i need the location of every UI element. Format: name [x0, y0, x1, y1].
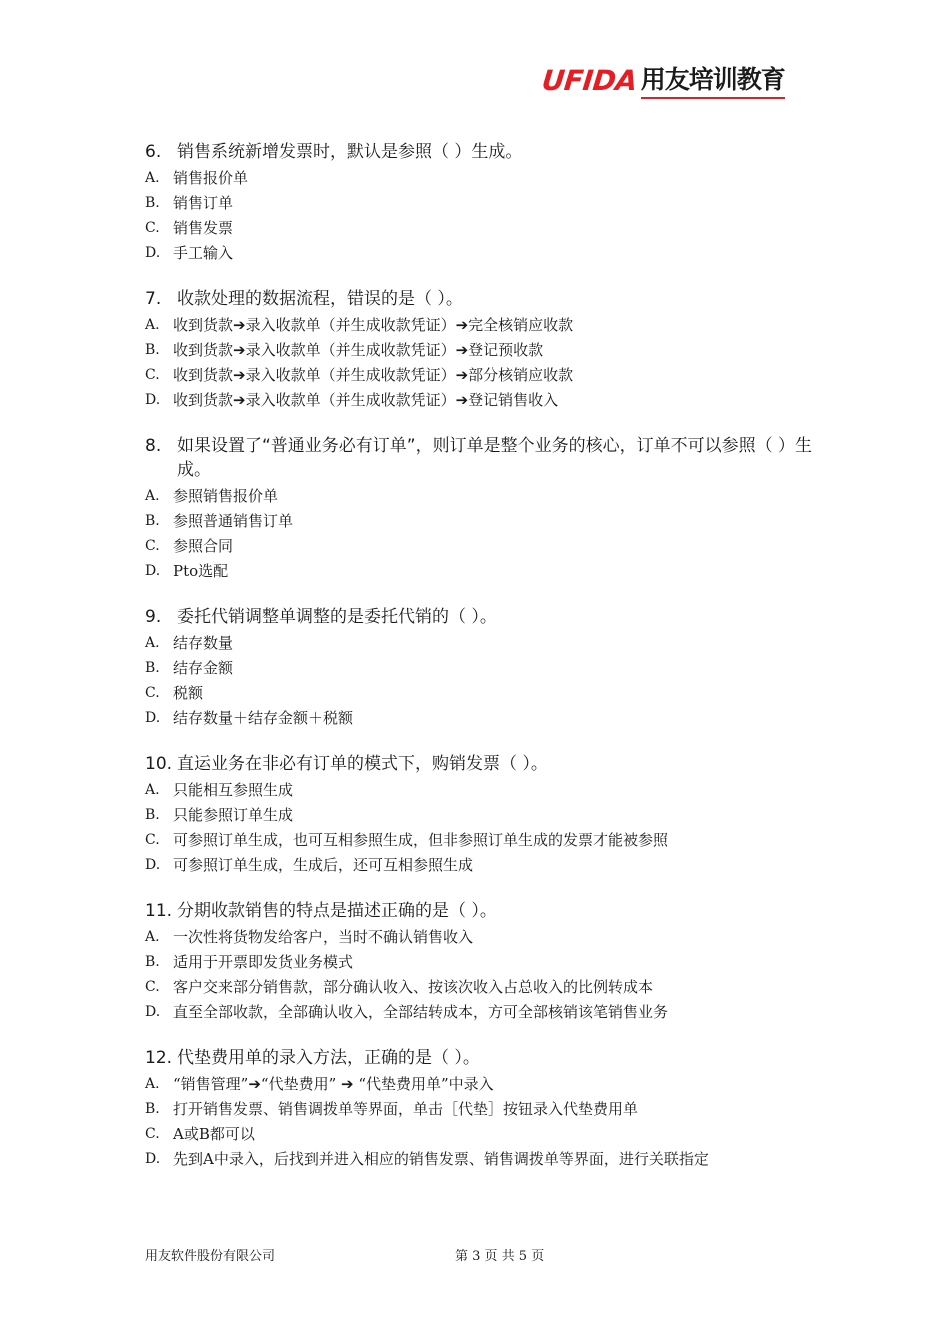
option-letter: C. [145, 832, 160, 848]
question-number: 11. [145, 901, 173, 921]
option-text: 只能参照订单生成 [173, 806, 294, 824]
option-text: 直至全部收款，全部确认收入，全部结转成本，方可全部核销该笔销售业务 [173, 1003, 669, 1021]
option-text: A或B都可以 [173, 1125, 255, 1143]
option-item [145, 803, 815, 828]
question-10 [145, 752, 815, 878]
option-letter: B. [145, 954, 160, 970]
option-item [145, 241, 815, 266]
question-number: 6. [145, 142, 162, 162]
question-title [145, 605, 815, 629]
footer-company: 用友软件股份有限公司 [145, 1249, 276, 1264]
option-letter: D. [145, 710, 161, 726]
question-text: 收款处理的数据流程，错误的是（ ）。 [177, 289, 463, 309]
option-text: 参照普通销售订单 [173, 512, 294, 530]
option-letter: D. [145, 857, 161, 873]
option-text: 结存金额 [173, 659, 234, 677]
question-number: 10. [145, 754, 173, 774]
option-text: 只能相互参照生成 [173, 781, 294, 799]
question-number: 12. [145, 1048, 173, 1068]
option-item [145, 1097, 815, 1122]
question-7 [145, 287, 815, 413]
question-title [145, 899, 815, 923]
option-item [145, 925, 815, 950]
option-item [145, 388, 815, 413]
question-text: 销售系统新增发票时，默认是参照（ ）生成。 [177, 142, 523, 162]
option-item [145, 950, 815, 975]
question-8 [145, 434, 815, 584]
option-text: 先到A中录入，后找到并进入相应的销售发票、销售调拨单等界面，进行关联指定 [173, 1150, 709, 1168]
option-item [145, 559, 815, 584]
question-text: 委托代销调整单调整的是委托代销的（ ）。 [177, 607, 497, 627]
option-letter: A. [145, 929, 160, 945]
option-text: 可参照订单生成，生成后，还可互相参照生成 [173, 856, 474, 874]
option-item [145, 828, 815, 853]
question-6 [145, 140, 815, 266]
option-text: 收到货款➔录入收款单（并生成收款凭证）➔完全核销应收款 [173, 316, 574, 334]
option-text: 适用于开票即发货业务模式 [173, 953, 354, 971]
option-item [145, 681, 815, 706]
option-letter: C. [145, 979, 160, 995]
option-item [145, 631, 815, 656]
logo-chinese: 用友培训教育 [641, 63, 785, 99]
option-text: 收到货款➔录入收款单（并生成收款凭证）➔登记预收款 [173, 341, 544, 359]
question-number: 7. [145, 289, 162, 309]
option-item [145, 853, 815, 878]
option-item [145, 191, 815, 216]
option-item [145, 338, 815, 363]
option-item [145, 1147, 815, 1172]
option-letter: B. [145, 660, 160, 676]
option-letter: C. [145, 367, 160, 383]
option-letter: C. [145, 538, 160, 554]
option-text: 结存数量＋结存金额＋税额 [173, 709, 354, 727]
option-text: 税额 [173, 684, 204, 702]
option-letter: D. [145, 1004, 161, 1020]
option-text: “销售管理”➔“代垫费用” ➔ “代垫费用单”中录入 [173, 1075, 494, 1093]
question-text: 分期收款销售的特点是描述正确的是（ ）。 [177, 901, 497, 921]
option-letter: D. [145, 245, 161, 261]
option-text: 销售订单 [173, 194, 234, 212]
option-item [145, 216, 815, 241]
option-letter: A. [145, 488, 160, 504]
option-text: 收到货款➔录入收款单（并生成收款凭证）➔登记销售收入 [173, 391, 559, 409]
option-text: 参照销售报价单 [173, 487, 279, 505]
option-item [145, 363, 815, 388]
option-item [145, 534, 815, 559]
option-item [145, 1072, 815, 1097]
question-text: 直运业务在非必有订单的模式下，购销发票（ ）。 [177, 754, 548, 774]
question-11 [145, 899, 815, 1025]
option-letter: A. [145, 170, 160, 186]
option-text: 手工输入 [173, 244, 234, 262]
option-letter: B. [145, 342, 160, 358]
option-letter: B. [145, 513, 160, 529]
option-letter: C. [145, 220, 160, 236]
option-letter: D. [145, 1151, 161, 1167]
option-item [145, 706, 815, 731]
option-text: Pto选配 [173, 562, 229, 580]
question-9 [145, 605, 815, 731]
option-text: 销售报价单 [173, 169, 249, 187]
question-number: 9. [145, 607, 162, 627]
option-item [145, 166, 815, 191]
option-text: 结存数量 [173, 634, 234, 652]
option-item [145, 484, 815, 509]
option-letter: A. [145, 782, 160, 798]
question-title [145, 140, 815, 164]
option-text: 一次性将货物发给客户，当时不确认销售收入 [173, 928, 474, 946]
option-item [145, 1000, 815, 1025]
option-letter: A. [145, 635, 160, 651]
option-text: 客户交来部分销售款，部分确认收入、按该次收入占总收入的比例转成本 [173, 978, 654, 996]
option-letter: B. [145, 1101, 160, 1117]
option-letter: C. [145, 1126, 160, 1142]
question-title [145, 1046, 815, 1070]
question-title [145, 434, 815, 482]
question-title [145, 287, 815, 311]
option-text: 打开销售发票、销售调拨单等界面，单击［代垫］按钮录入代垫费用单 [173, 1100, 639, 1118]
option-item [145, 509, 815, 534]
option-letter: B. [145, 807, 160, 823]
question-text: 如果设置了“普通业务必有订单”，则订单是整个业务的核心，订单不可以参照（ ）生成。 [177, 436, 813, 480]
question-12 [145, 1046, 815, 1172]
question-title [145, 752, 815, 776]
option-text: 可参照订单生成，也可互相参照生成，但非参照订单生成的发票才能被参照 [173, 831, 669, 849]
option-item [145, 656, 815, 681]
option-item [145, 778, 815, 803]
option-item [145, 1122, 815, 1147]
question-list [145, 140, 815, 1193]
question-number: 8. [145, 436, 162, 456]
option-item [145, 313, 815, 338]
option-letter: A. [145, 1076, 160, 1092]
question-text: 代垫费用单的录入方法，正确的是（ ）。 [177, 1048, 480, 1068]
option-letter: D. [145, 563, 161, 579]
option-text: 销售发票 [173, 219, 234, 237]
option-letter: A. [145, 317, 160, 333]
footer-page-info: 第 3 页 共 5 页 [455, 1249, 545, 1264]
option-letter: B. [145, 195, 160, 211]
option-item [145, 975, 815, 1000]
ufida-logo [542, 64, 785, 98]
logo-latin: UFIDA [540, 64, 639, 97]
option-letter: D. [145, 392, 161, 408]
option-text: 收到货款➔录入收款单（并生成收款凭证）➔部分核销应收款 [173, 366, 574, 384]
option-letter: C. [145, 685, 160, 701]
option-text: 参照合同 [173, 537, 234, 555]
